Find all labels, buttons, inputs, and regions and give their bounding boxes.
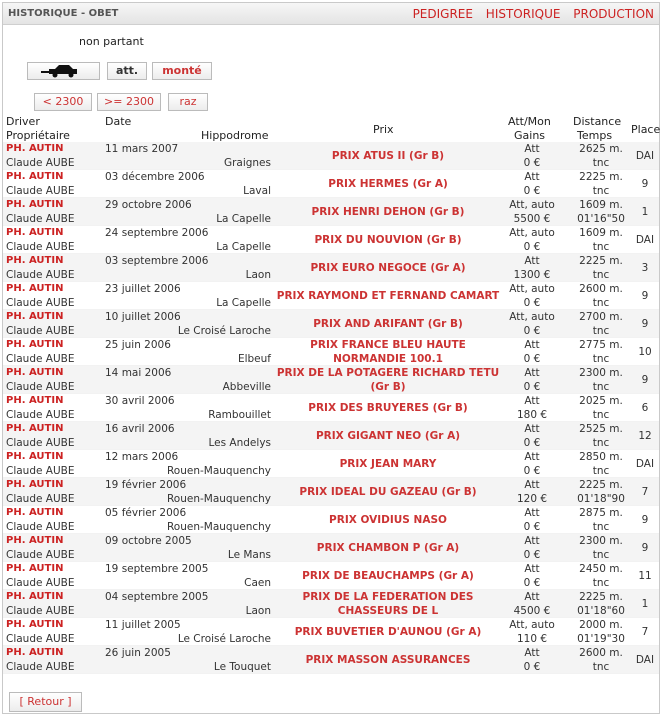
results-table [3, 142, 659, 674]
temps-value: tnc [592, 241, 610, 253]
driver-link[interactable]: PH. AUTIN [6, 563, 64, 574]
driver-link[interactable]: PH. AUTIN [6, 311, 64, 322]
place-value: 12 [638, 430, 652, 442]
att-mode: Att, auto [509, 227, 555, 239]
gains-value: 0 € [523, 549, 541, 561]
gains-value: 0 € [523, 437, 541, 449]
gains-value: 0 € [523, 577, 541, 589]
att-mode: Att [524, 339, 540, 351]
place-value: 7 [641, 486, 649, 498]
att-mode: Att, auto [509, 199, 555, 211]
distance-value: 2225 m. [579, 479, 623, 491]
owner-name: Claude AUBE [6, 269, 75, 281]
distance-value: 2775 m. [579, 339, 623, 351]
hippodrome-name: La Capelle [216, 241, 271, 253]
place-value: 9 [641, 290, 649, 302]
place-value: DAI [635, 234, 655, 246]
temps-value: tnc [592, 185, 610, 197]
race-name-link[interactable]: PRIX BUVETIER D'AUNOU (Gr A) [294, 626, 482, 638]
race-name-link[interactable]: PRIX EURO NEGOCE (Gr A) [310, 262, 466, 274]
driver-link[interactable]: PH. AUTIN [6, 451, 64, 462]
race-name-link[interactable]: PRIX IDEAL DU GAZEAU (Gr B) [299, 486, 477, 498]
gains-value: 4500 € [513, 605, 551, 617]
col-attmon: Att/Mon [508, 115, 551, 128]
race-date: 03 décembre 2006 [105, 171, 205, 183]
temps-value: tnc [592, 549, 610, 561]
temps-value: tnc [592, 381, 610, 393]
temps-value: tnc [592, 157, 610, 169]
att-mode: Att [524, 395, 540, 407]
temps-value: tnc [592, 297, 610, 309]
hippodrome-name: Elbeuf [237, 353, 271, 365]
place-value: 7 [641, 626, 649, 638]
hippodrome-name: Le Croisé Laroche [177, 633, 271, 645]
driver-link[interactable]: PH. AUTIN [6, 647, 64, 658]
distance-value: 2025 m. [579, 395, 623, 407]
owner-name: Claude AUBE [6, 605, 75, 617]
temps-value: tnc [592, 465, 610, 477]
place-value: 9 [641, 318, 649, 330]
col-hippodrome: Hippodrome [201, 129, 269, 142]
race-date: 05 février 2006 [105, 507, 187, 519]
hippodrome-name: Caen [244, 577, 271, 589]
att-mode: Att [524, 423, 540, 435]
temps-value: 01'18"60 [577, 605, 625, 617]
distance-value: 2450 m. [579, 563, 623, 575]
race-name-link[interactable]: PRIX OVIDIUS NASO [329, 514, 447, 526]
distance-value: 2850 m. [579, 451, 623, 463]
race-date: 12 mars 2006 [105, 451, 179, 463]
col-date: Date [105, 115, 132, 128]
race-date: 26 juin 2005 [105, 647, 171, 659]
production-link[interactable]: PRODUCTION [573, 7, 654, 21]
table-header [3, 114, 659, 143]
distance-value: 2300 m. [579, 367, 623, 379]
hippodrome-name: Rouen-Mauquenchy [166, 493, 271, 505]
distance-value: 2225 m. [579, 255, 623, 267]
gains-value: 180 € [516, 409, 548, 421]
raz-button[interactable]: raz [168, 93, 208, 111]
temps-value: tnc [592, 661, 610, 673]
race-name-link[interactable]: PRIX RAYMOND ET FERNAND CAMART [276, 290, 500, 302]
distance-value: 2700 m. [579, 311, 623, 323]
place-value: DAI [635, 458, 655, 470]
att-mode: Att [524, 591, 540, 603]
hippodrome-name: Laon [245, 269, 271, 281]
col-gains: Gains [514, 129, 546, 142]
owner-name: Claude AUBE [6, 409, 75, 421]
panel-title: HISTORIQUE - OBET [8, 8, 119, 19]
place-value: 9 [641, 374, 649, 386]
temps-value: tnc [592, 409, 610, 421]
place-value: 9 [641, 178, 649, 190]
driver-link[interactable]: PH. AUTIN [6, 423, 64, 434]
race-name-link[interactable]: PRIX DU NOUVION (Gr B) [314, 234, 462, 246]
race-date: 24 septembre 2006 [105, 227, 209, 239]
owner-name: Claude AUBE [6, 381, 75, 393]
col-place: Place [631, 123, 661, 136]
driver-link[interactable]: PH. AUTIN [6, 395, 64, 406]
driver-link[interactable]: PH. AUTIN [6, 143, 64, 154]
race-date: 19 février 2006 [105, 479, 187, 491]
place-value: 9 [641, 542, 649, 554]
place-value: 9 [641, 514, 649, 526]
race-date: 29 octobre 2006 [105, 199, 192, 211]
race-name-link[interactable]: PRIX MASSON ASSURANCES [305, 654, 471, 666]
att-mode: Att, auto [509, 619, 555, 631]
gains-value: 0 € [523, 353, 541, 365]
table-row [3, 450, 659, 478]
distance-value: 1609 m. [579, 199, 623, 211]
driver-link[interactable]: PH. AUTIN [6, 619, 64, 630]
race-date: 16 avril 2006 [105, 423, 175, 435]
race-name-link[interactable]: PRIX DE LA FEDERATION DES CHASSEURS DE L [302, 591, 474, 617]
driver-link[interactable]: PH. AUTIN [6, 591, 64, 602]
table-row [3, 366, 659, 394]
race-date: 11 juillet 2005 [105, 619, 181, 631]
gains-value: 0 € [523, 465, 541, 477]
col-temps: Temps [577, 129, 613, 142]
distance-value: 2875 m. [579, 507, 623, 519]
place-value: DAI [635, 150, 655, 162]
distance-lt-button[interactable]: < 2300 [34, 93, 92, 111]
table-row [3, 590, 659, 618]
place-value: 1 [641, 206, 649, 218]
gains-value: 0 € [523, 521, 541, 533]
gains-value: 120 € [516, 493, 548, 505]
temps-value: 01'19"30 [577, 633, 625, 645]
status-text: non partant [79, 35, 144, 48]
race-date: 19 septembre 2005 [105, 563, 209, 575]
col-distance: Distance [573, 115, 622, 128]
gains-value: 0 € [523, 661, 541, 673]
place-value: 11 [638, 570, 652, 582]
distance-value: 2600 m. [579, 283, 623, 295]
gains-value: 1300 € [513, 269, 551, 281]
col-prix: Prix [373, 123, 394, 136]
owner-name: Claude AUBE [6, 549, 75, 561]
car-icon [41, 64, 87, 78]
att-mode: Att [524, 647, 540, 659]
table-row [3, 394, 659, 422]
race-name-link[interactable]: PRIX ATUS II (Gr B) [331, 150, 445, 162]
owner-name: Claude AUBE [6, 493, 75, 505]
owner-name: Claude AUBE [6, 157, 75, 169]
race-name-link[interactable]: PRIX JEAN MARY [339, 458, 437, 470]
table-row [3, 506, 659, 534]
owner-name: Claude AUBE [6, 633, 75, 645]
table-row [3, 422, 659, 450]
race-name-link[interactable]: PRIX AND ARIFANT (Gr B) [313, 318, 463, 330]
temps-value: tnc [592, 269, 610, 281]
distance-value: 2600 m. [579, 647, 623, 659]
owner-name: Claude AUBE [6, 465, 75, 477]
race-name-link[interactable]: PRIX DE BEAUCHAMPS (Gr A) [302, 570, 474, 582]
table-row [3, 170, 659, 198]
att-mode: Att [524, 143, 540, 155]
pedigree-link[interactable]: PEDIGREE [412, 7, 473, 21]
table-row [3, 646, 659, 674]
gains-value: 0 € [523, 157, 541, 169]
table-row [3, 310, 659, 338]
att-mode: Att, auto [509, 283, 555, 295]
table-row [3, 562, 659, 590]
race-date: 03 septembre 2006 [105, 255, 209, 267]
gains-value: 0 € [523, 381, 541, 393]
distance-value: 2000 m. [579, 619, 623, 631]
hippodrome-name: Le Touquet [213, 661, 271, 673]
race-date: 04 septembre 2005 [105, 591, 209, 603]
temps-value: tnc [592, 437, 610, 449]
col-driver: Driver [6, 115, 40, 128]
race-name-link[interactable]: PRIX DE LA POTAGERE RICHARD TETU (Gr B) [276, 367, 500, 393]
hippodrome-name: La Capelle [216, 297, 271, 309]
hippodrome-name: Laval [243, 185, 271, 197]
gains-value: 0 € [523, 297, 541, 309]
temps-value: tnc [592, 577, 610, 589]
att-mode: Att [524, 451, 540, 463]
owner-name: Claude AUBE [6, 297, 75, 309]
owner-name: Claude AUBE [6, 353, 75, 365]
owner-name: Claude AUBE [6, 577, 75, 589]
race-date: 30 avril 2006 [105, 395, 175, 407]
distance-value: 2525 m. [579, 423, 623, 435]
driver-link[interactable]: PH. AUTIN [6, 227, 64, 238]
gains-value: 0 € [523, 241, 541, 253]
table-row [3, 618, 659, 646]
gains-value: 5500 € [513, 213, 551, 225]
historique-link[interactable]: HISTORIQUE [485, 7, 561, 21]
table-row [3, 254, 659, 282]
driver-link[interactable]: PH. AUTIN [6, 507, 64, 518]
att-mode: Att [524, 535, 540, 547]
temps-value: tnc [592, 521, 610, 533]
hippodrome-name: La Capelle [216, 213, 271, 225]
att-mode: Att, auto [509, 311, 555, 323]
driver-link[interactable]: PH. AUTIN [6, 171, 64, 182]
race-date: 14 mai 2006 [105, 367, 172, 379]
distance-value: 2625 m. [579, 143, 623, 155]
distance-value: 2225 m. [579, 171, 623, 183]
att-mode: Att [524, 479, 540, 491]
owner-name: Claude AUBE [6, 521, 75, 533]
owner-name: Claude AUBE [6, 437, 75, 449]
race-date: 10 juillet 2006 [105, 311, 181, 323]
hippodrome-name: Le Mans [227, 549, 271, 561]
att-mode: Att [524, 171, 540, 183]
table-row [3, 226, 659, 254]
race-name-link[interactable]: PRIX HENRI DEHON (Gr B) [311, 206, 465, 218]
gains-value: 110 € [516, 633, 548, 645]
place-value: 6 [641, 402, 649, 414]
monte-filter-button[interactable]: monté [152, 62, 212, 80]
hippodrome-name: Graignes [223, 157, 271, 169]
owner-name: Claude AUBE [6, 325, 75, 337]
driver-link[interactable]: PH. AUTIN [6, 199, 64, 210]
distance-ge-button[interactable]: >= 2300 [97, 93, 161, 111]
hippodrome-name: Rouen-Mauquenchy [166, 521, 271, 533]
hippodrome-name: Le Croisé Laroche [177, 325, 271, 337]
distance-value: 2300 m. [579, 535, 623, 547]
temps-value: tnc [592, 325, 610, 337]
driver-link[interactable]: PH. AUTIN [6, 255, 64, 266]
car-filter-button[interactable] [27, 62, 100, 80]
gains-value: 0 € [523, 325, 541, 337]
att-filter-button[interactable]: att. [107, 62, 147, 80]
race-date: 25 juin 2006 [105, 339, 171, 351]
distance-value: 2225 m. [579, 591, 623, 603]
race-name-link[interactable]: PRIX GIGANT NEO (Gr A) [315, 430, 461, 442]
driver-link[interactable]: PH. AUTIN [6, 535, 64, 546]
temps-value: 01'16"50 [577, 213, 625, 225]
att-mode: Att [524, 255, 540, 267]
att-mode: Att [524, 507, 540, 519]
place-value: 1 [641, 598, 649, 610]
col-owner: Propriétaire [6, 129, 70, 142]
race-date: 09 octobre 2005 [105, 535, 192, 547]
race-name-link[interactable]: PRIX CHAMBON P (Gr A) [316, 542, 460, 554]
owner-name: Claude AUBE [6, 185, 75, 197]
retour-button[interactable]: [ Retour ] [9, 692, 82, 712]
hippodrome-name: Laon [245, 605, 271, 617]
place-value: 10 [638, 346, 652, 358]
hippodrome-name: Rambouillet [208, 409, 271, 421]
driver-link[interactable]: PH. AUTIN [6, 283, 64, 294]
race-name-link[interactable]: PRIX DES BRUYERES (Gr B) [308, 402, 468, 414]
table-row [3, 282, 659, 310]
driver-link[interactable]: PH. AUTIN [6, 367, 64, 378]
race-date: 23 juillet 2006 [105, 283, 181, 295]
hippodrome-name: Abbeville [222, 381, 271, 393]
driver-link[interactable]: PH. AUTIN [6, 339, 64, 350]
table-row [3, 142, 659, 170]
hippodrome-name: Rouen-Mauquenchy [166, 465, 271, 477]
owner-name: Claude AUBE [6, 213, 75, 225]
table-row [3, 338, 659, 366]
panel-header [3, 3, 659, 25]
gains-value: 0 € [523, 185, 541, 197]
temps-value: tnc [592, 353, 610, 365]
owner-name: Claude AUBE [6, 241, 75, 253]
driver-link[interactable]: PH. AUTIN [6, 479, 64, 490]
distance-value: 1609 m. [579, 227, 623, 239]
history-panel [2, 2, 660, 714]
table-row [3, 198, 659, 226]
header-links [404, 7, 654, 21]
race-name-link[interactable]: PRIX FRANCE BLEU HAUTE NORMANDIE 100.1 [310, 339, 466, 365]
hippodrome-name: Les Andelys [208, 437, 271, 449]
att-mode: Att [524, 367, 540, 379]
temps-value: 01'18"90 [577, 493, 625, 505]
race-date: 11 mars 2007 [105, 143, 179, 155]
place-value: DAI [635, 654, 655, 666]
table-row [3, 534, 659, 562]
place-value: 3 [641, 262, 649, 274]
table-row [3, 478, 659, 506]
race-name-link[interactable]: PRIX HERMES (Gr A) [328, 178, 448, 190]
att-mode: Att [524, 563, 540, 575]
owner-name: Claude AUBE [6, 661, 75, 673]
